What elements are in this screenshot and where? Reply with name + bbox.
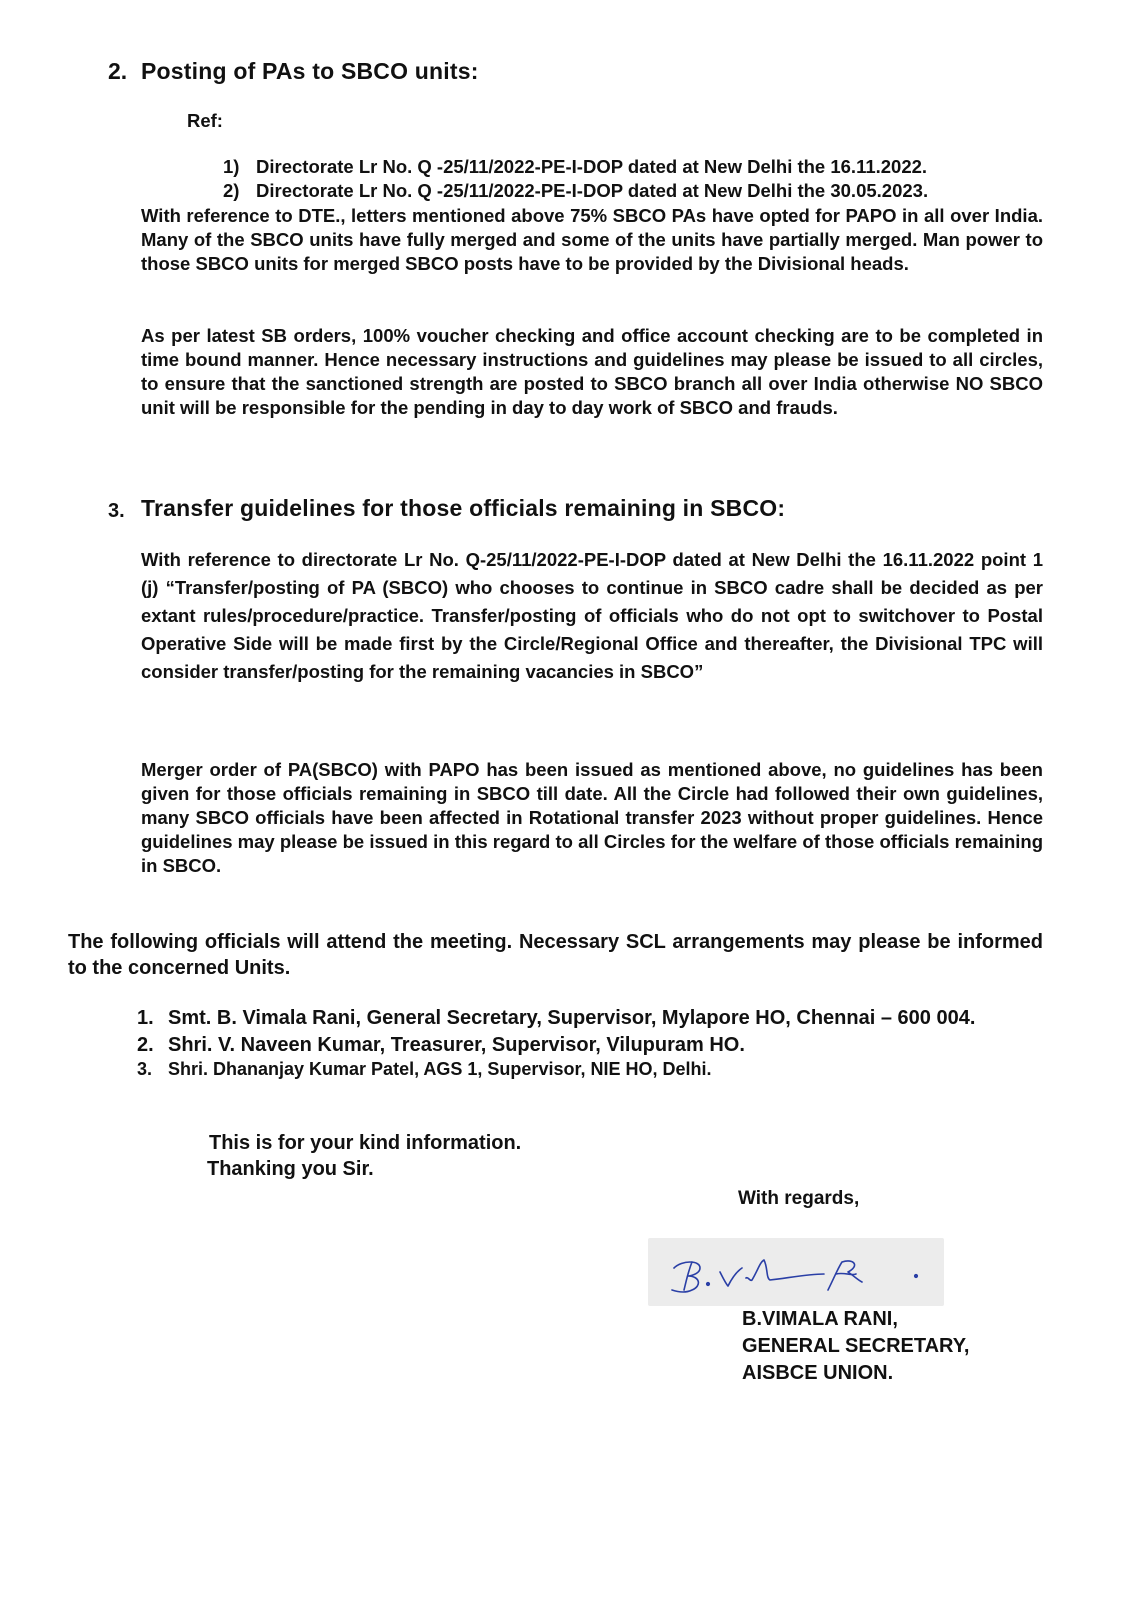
ref-label: Ref: xyxy=(187,110,223,131)
signature-image xyxy=(648,1238,944,1306)
signatory-organization: AISBCE UNION. xyxy=(742,1362,894,1384)
signatory-name: B.VIMALA RANI, xyxy=(742,1308,898,1330)
attendee-2: Shri. V. Naveen Kumar, Treasurer, Supervisor, Vilupuram HO. xyxy=(168,1034,745,1056)
regards: With regards, xyxy=(738,1188,860,1209)
attendee-1-num: 1. xyxy=(137,1007,154,1029)
section-2-number: 2. xyxy=(108,58,128,84)
section-3-number: 3. xyxy=(108,500,125,522)
ref-item-2-num: 2) xyxy=(223,180,240,201)
handwritten-signature xyxy=(648,1238,944,1306)
attendee-3-num: 3. xyxy=(137,1059,153,1079)
closing-line-1: This is for your kind information. xyxy=(209,1132,522,1154)
meeting-intro: The following officials will attend the meeting. Necessary SCL arrangements may please be informed to the concerned Units. xyxy=(68,931,1043,979)
ref-item-1-num: 1) xyxy=(223,156,240,177)
ref-item-2-text: Directorate Lr No. Q -25/11/2022-PE-I-DOP dated at New Delhi the 30.05.2023. xyxy=(256,180,929,201)
section-3-heading: Transfer guidelines for those officials remaining in SBCO: xyxy=(141,495,786,521)
attendee-3: Shri. Dhananjay Kumar Patel, AGS 1, Supervisor, NIE HO, Delhi. xyxy=(168,1059,712,1079)
attendee-1: Smt. B. Vimala Rani, General Secretary, Supervisor, Mylapore HO, Chennai – 600 004. xyxy=(168,1007,976,1029)
section-2-paragraph-1: With reference to DTE., letters mentioned above 75% SBCO PAs have opted for PAPO in all over India. Many of the SBCO units have fully merged and some of the units have partially merged. Man power to those SBCO units for merged SBCO posts have to be provided by the Divisional heads. xyxy=(141,205,1043,274)
section-3-paragraph-2: Merger order of PA(SBCO) with PAPO has been issued as mentioned above, no guidelines has been given for those officials remaining in SBCO till date. All the Circle had followed their own guidelines, many SBCO officials have been affected in Rotational transfer 2023 without proper guidelines. Hence guidelines may please be issued in this regard to all Circles for the welfare of those officials remaining in SBCO. xyxy=(141,759,1043,876)
section-3-paragraph-1: With reference to directorate Lr No. Q-25/11/2022-PE-I-DOP dated at New Delhi the 16.11.2022 point 1 (j) “Transfer/posting of PA (SBCO) who chooses to continue in SBCO cadre shall be decided as per extant rules/procedure/practice. Transfer/posting of officials who do not opt to switchover to Postal Operative Side will be made first by the Circle/Regional Office and thereafter, the Divisional TPC will consider transfer/posting for the remaining vacancies in SBCO” xyxy=(141,549,1043,682)
attendee-2-num: 2. xyxy=(137,1034,154,1056)
closing-line-2: Thanking you Sir. xyxy=(207,1158,374,1180)
section-2-paragraph-2: As per latest SB orders, 100% voucher checking and office account checking are to be completed in time bound manner. Hence necessary instructions and guidelines may please be issued to all circles, to ensure that the sanctioned strength are posted to SBCO branch all over India otherwise NO SBCO unit will be responsible for the pending in day to day work of SBCO and frauds. xyxy=(141,325,1043,418)
signatory-title: GENERAL SECRETARY, xyxy=(742,1335,970,1357)
section-2-heading: Posting of PAs to SBCO units: xyxy=(141,58,479,84)
ref-item-1-text: Directorate Lr No. Q -25/11/2022-PE-I-DOP dated at New Delhi the 16.11.2022. xyxy=(256,156,928,177)
